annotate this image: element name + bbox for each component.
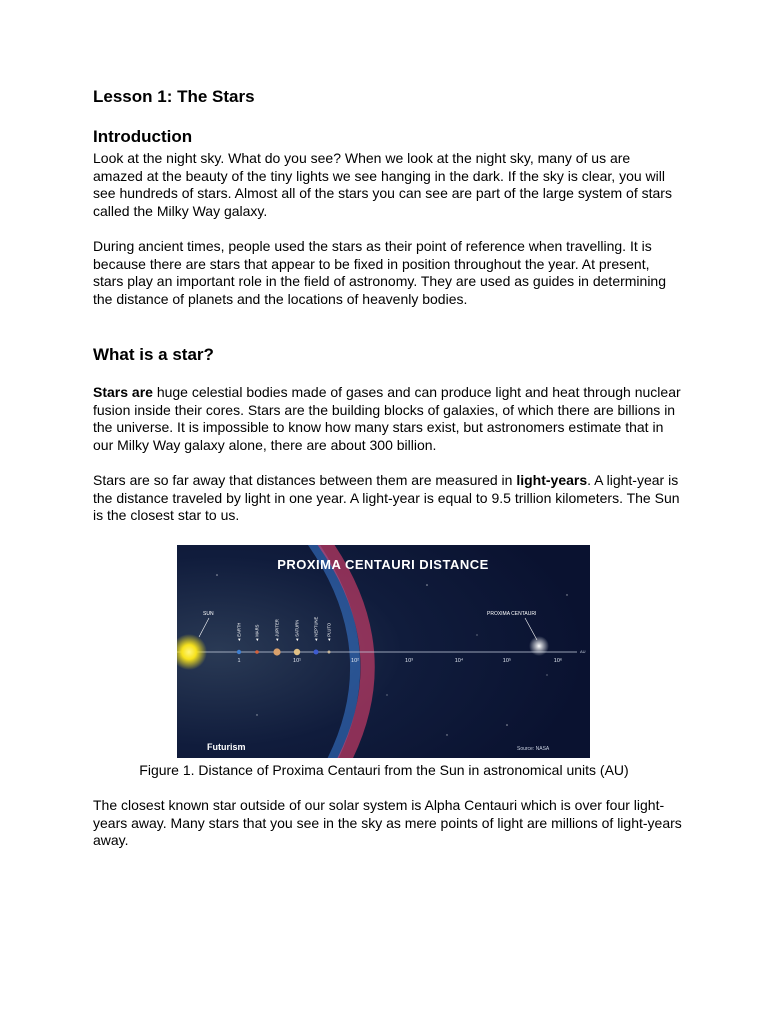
intro-paragraph-1: Look at the night sky. What do you see? When we look at the night sky, many of us are amazed at the beauty of the tiny lights we see hanging in the dark. If the sky is clear, you will see hundreds of stars. Almost all of the stars you can see are part of the large system of stars called the Milky Way galaxy. (93, 150, 672, 219)
axis-tick-label: 10⁴ (454, 658, 464, 664)
sun-label: SUN (203, 611, 214, 617)
axis-unit: AU (580, 649, 586, 654)
star-paragraph-1 (93, 384, 683, 454)
proxima-star-graphic (529, 636, 549, 656)
star-paragraph-2 (93, 472, 683, 525)
planet-label-saturn: ◄ SATURN (294, 619, 300, 642)
axis-tick-label: 10² (351, 658, 359, 664)
figure-caption: Figure 1. Distance of Proxima Centauri from the Sun in astronomical units (AU) (139, 762, 629, 778)
intro-paragraph-2: During ancient times, people used the stars as their point of reference when travelling. It is because there are stars that appear to be fixed in position throughout the year. At present, stars play an important role in the field of astronomy. They are used as guides in determining the distance of planets and the locations of heavenly bodies. (93, 238, 667, 307)
introduction-heading: Introduction (93, 127, 193, 146)
brand-logo: Futurism (207, 742, 246, 752)
planet-dot-earth (237, 650, 241, 654)
planet-label-pluto: ◄ PLUTO (326, 622, 332, 642)
planet-dot-pluto (328, 651, 331, 654)
planet-label-neptune: ◄ NEPTUNE (313, 616, 319, 642)
planet-dot-mars (255, 650, 259, 654)
axis-tick-label: 10¹ (293, 658, 301, 664)
figure-illustration (177, 545, 590, 758)
figure-title: PROXIMA CENTAURI DISTANCE (277, 557, 489, 572)
planet-dot-neptune (314, 650, 319, 655)
planet-label-jupiter: ◄ JUPITER (274, 619, 280, 642)
proxima-centauri-figure (177, 545, 590, 758)
planet-dot-jupiter (273, 648, 280, 655)
axis-tick-label: 1 (237, 658, 241, 664)
axis-tick-label: 10³ (405, 658, 413, 664)
closing-paragraph: The closest known star outside of our solar system is Alpha Centauri which is over four light-years away. Many stars that you see in the sky as mere points of light are millions of light-years away. (93, 797, 682, 849)
planet-label-mars: ◄ MARS (254, 624, 260, 642)
what-is-a-star-heading: What is a star? (93, 345, 214, 364)
source-label: Source: NASA (517, 746, 550, 752)
axis-tick-label: 10⁵ (502, 658, 512, 664)
star-paragraph-1-text: huge celestial bodies made of gases and can produce light and heat through nuclear fusion inside their cores. Stars are the building blocks of galaxies, of which there are billions in the universe. It is impossible to know how many stars exist, but astronomers estimate that in our Milky Way galaxy alone, there are about 300 billion. (93, 384, 681, 453)
star-paragraph-2-a: Stars are so far away that distances between them are measured in (93, 472, 517, 488)
proxima-label: PROXIMA CENTAURI (487, 611, 537, 617)
axis-tick-label: 10⁶ (553, 658, 563, 664)
planet-label-earth: ◄ EARTH (236, 622, 242, 642)
star-paragraph-2-b: . A light-year is the distance traveled by light in one year. A light-year is equal to 9.5 trillion kilometers. The Sun is the closest star to us. (93, 472, 680, 524)
light-years-bold: light-years (516, 472, 588, 488)
planet-dot-saturn (294, 649, 300, 655)
stars-are-bold: Stars are (93, 384, 153, 400)
lesson-title: Lesson 1: The Stars (93, 87, 255, 106)
